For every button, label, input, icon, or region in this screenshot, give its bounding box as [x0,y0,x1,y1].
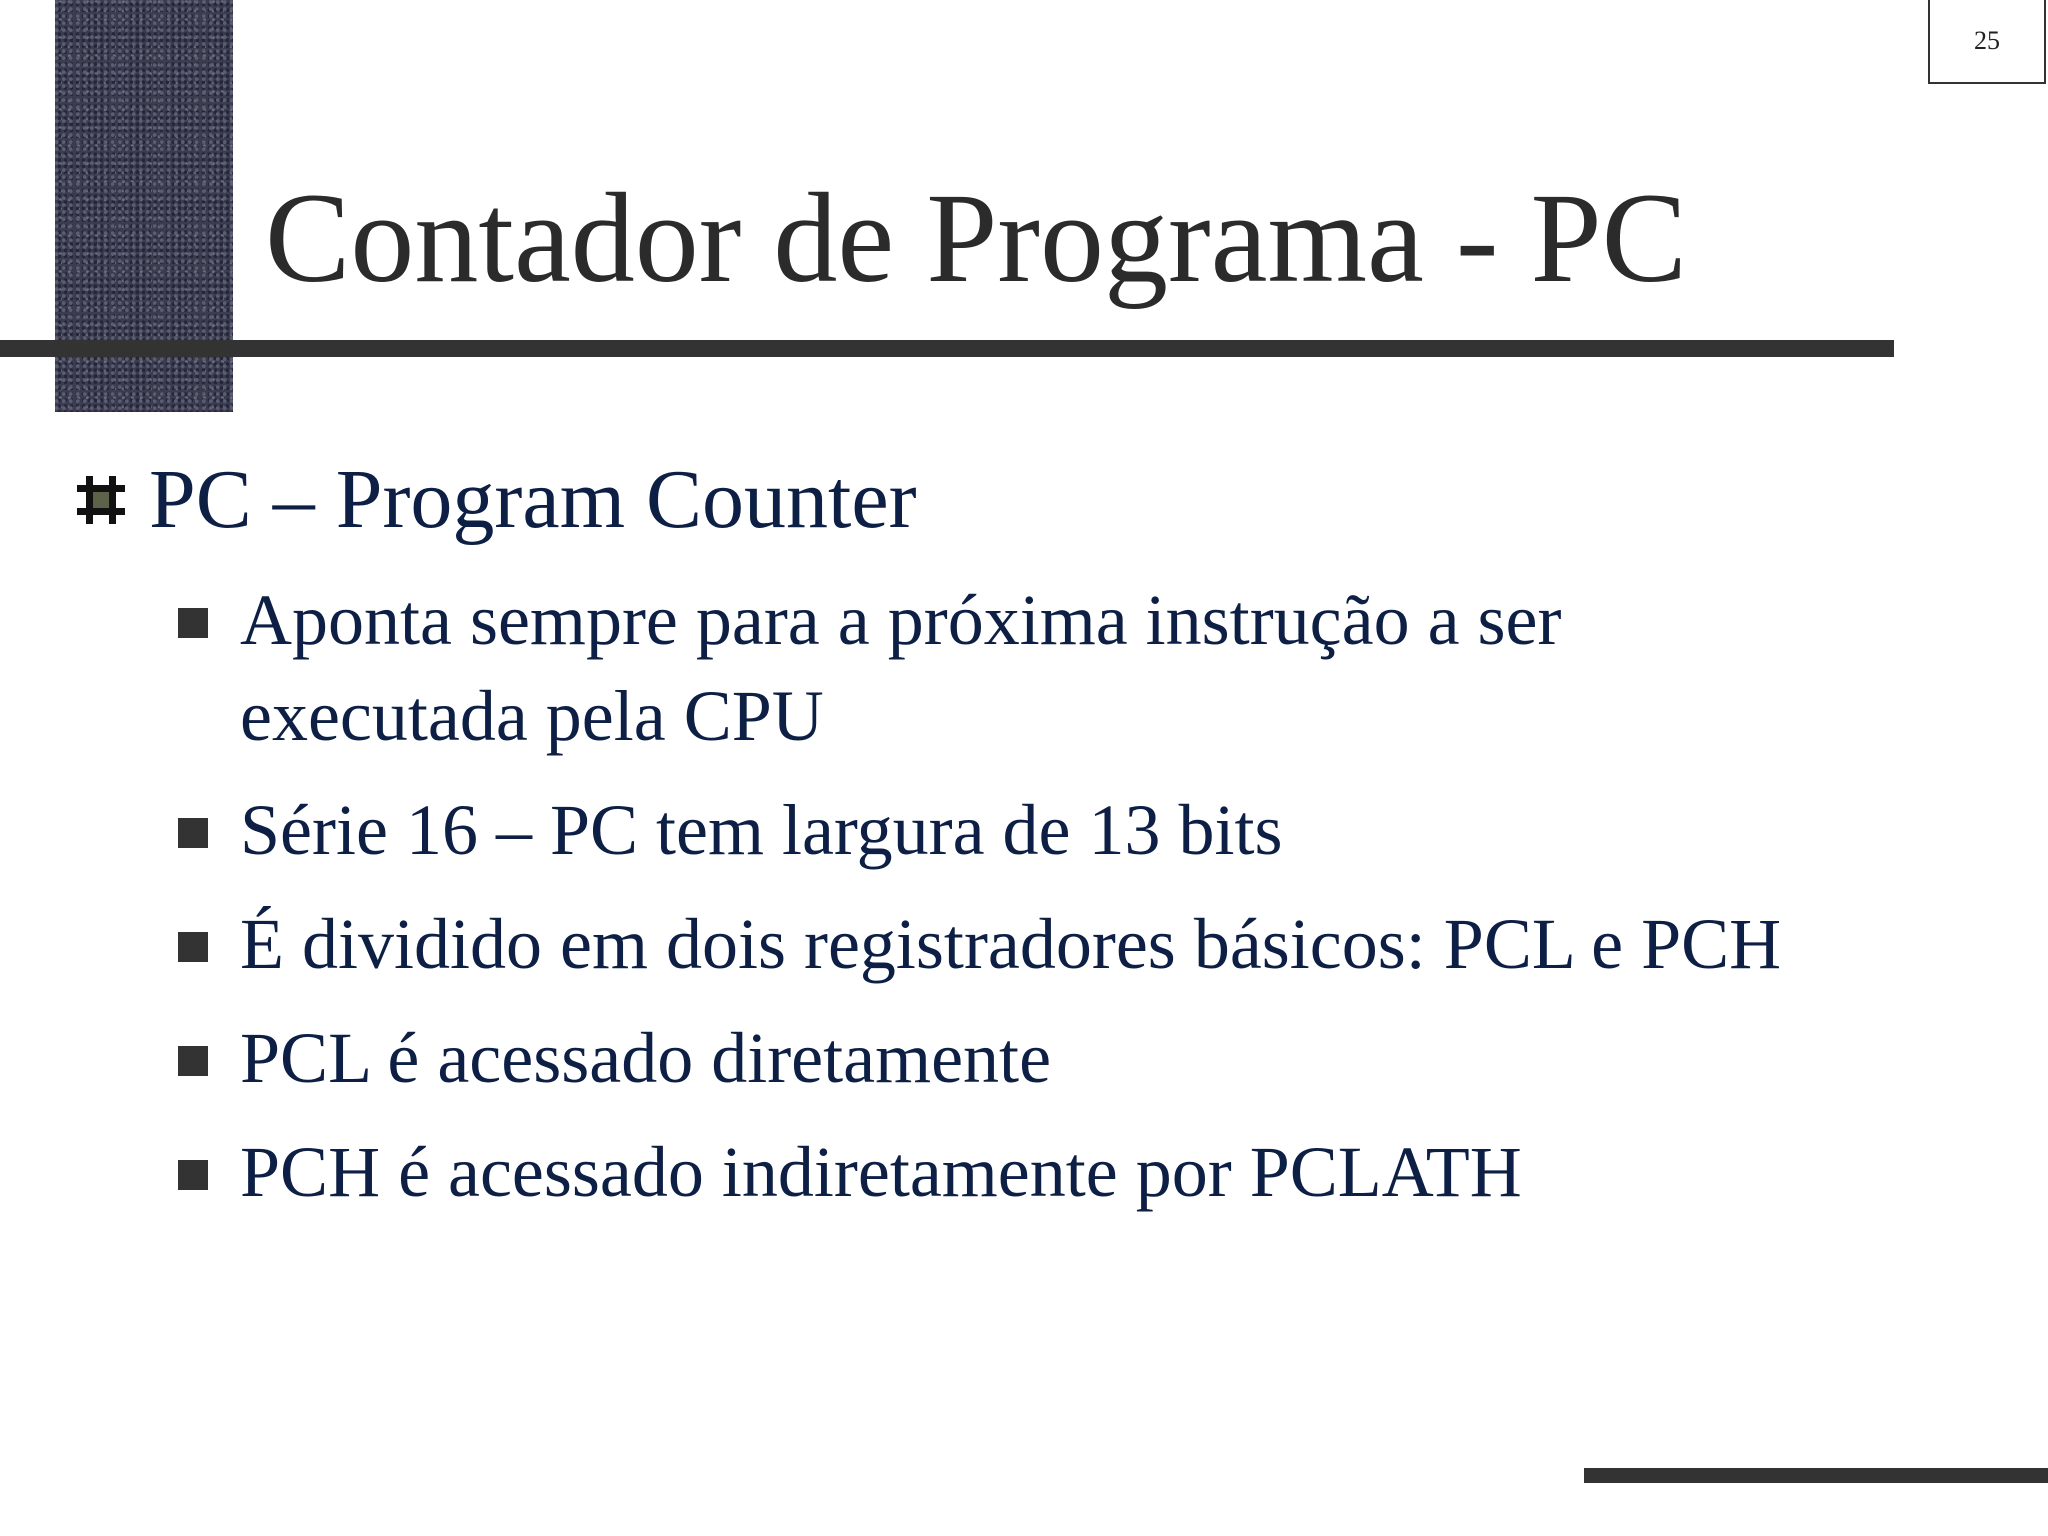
square-bullet-icon [178,932,208,962]
hash-icon [75,474,127,526]
footer-divider [1584,1468,2048,1483]
list-item-text: Série 16 – PC tem largura de 13 bits [240,790,1283,870]
list-item-text: Aponta sempre para a próxima instrução a ser executada pela CPU [240,580,1562,756]
square-bullet-icon [178,608,208,638]
list-item-text: PCH é acessado indiretamente por PCLATH [240,1132,1522,1212]
list-item-text: É dividido em dois registradores básicos: PCL e PCH [240,904,1782,984]
list-item [178,1124,2018,1220]
title-divider [0,340,1894,357]
list-item [178,1010,2018,1106]
main-bullet-text: PC – Program Counter [149,453,917,546]
list-item [178,896,2018,992]
slide-title: Contador de Programa - PC [265,167,1687,309]
square-bullet-icon [178,1046,208,1076]
main-bullet [75,450,917,550]
list-item [178,572,2018,764]
square-bullet-icon [178,1160,208,1190]
square-bullet-icon [178,818,208,848]
page-number [1928,0,2046,84]
list-item [178,782,2018,878]
list-item-text: PCL é acessado diretamente [240,1018,1052,1098]
page-number-text: 25 [1974,26,2000,55]
sub-bullet-list [178,572,2018,1238]
